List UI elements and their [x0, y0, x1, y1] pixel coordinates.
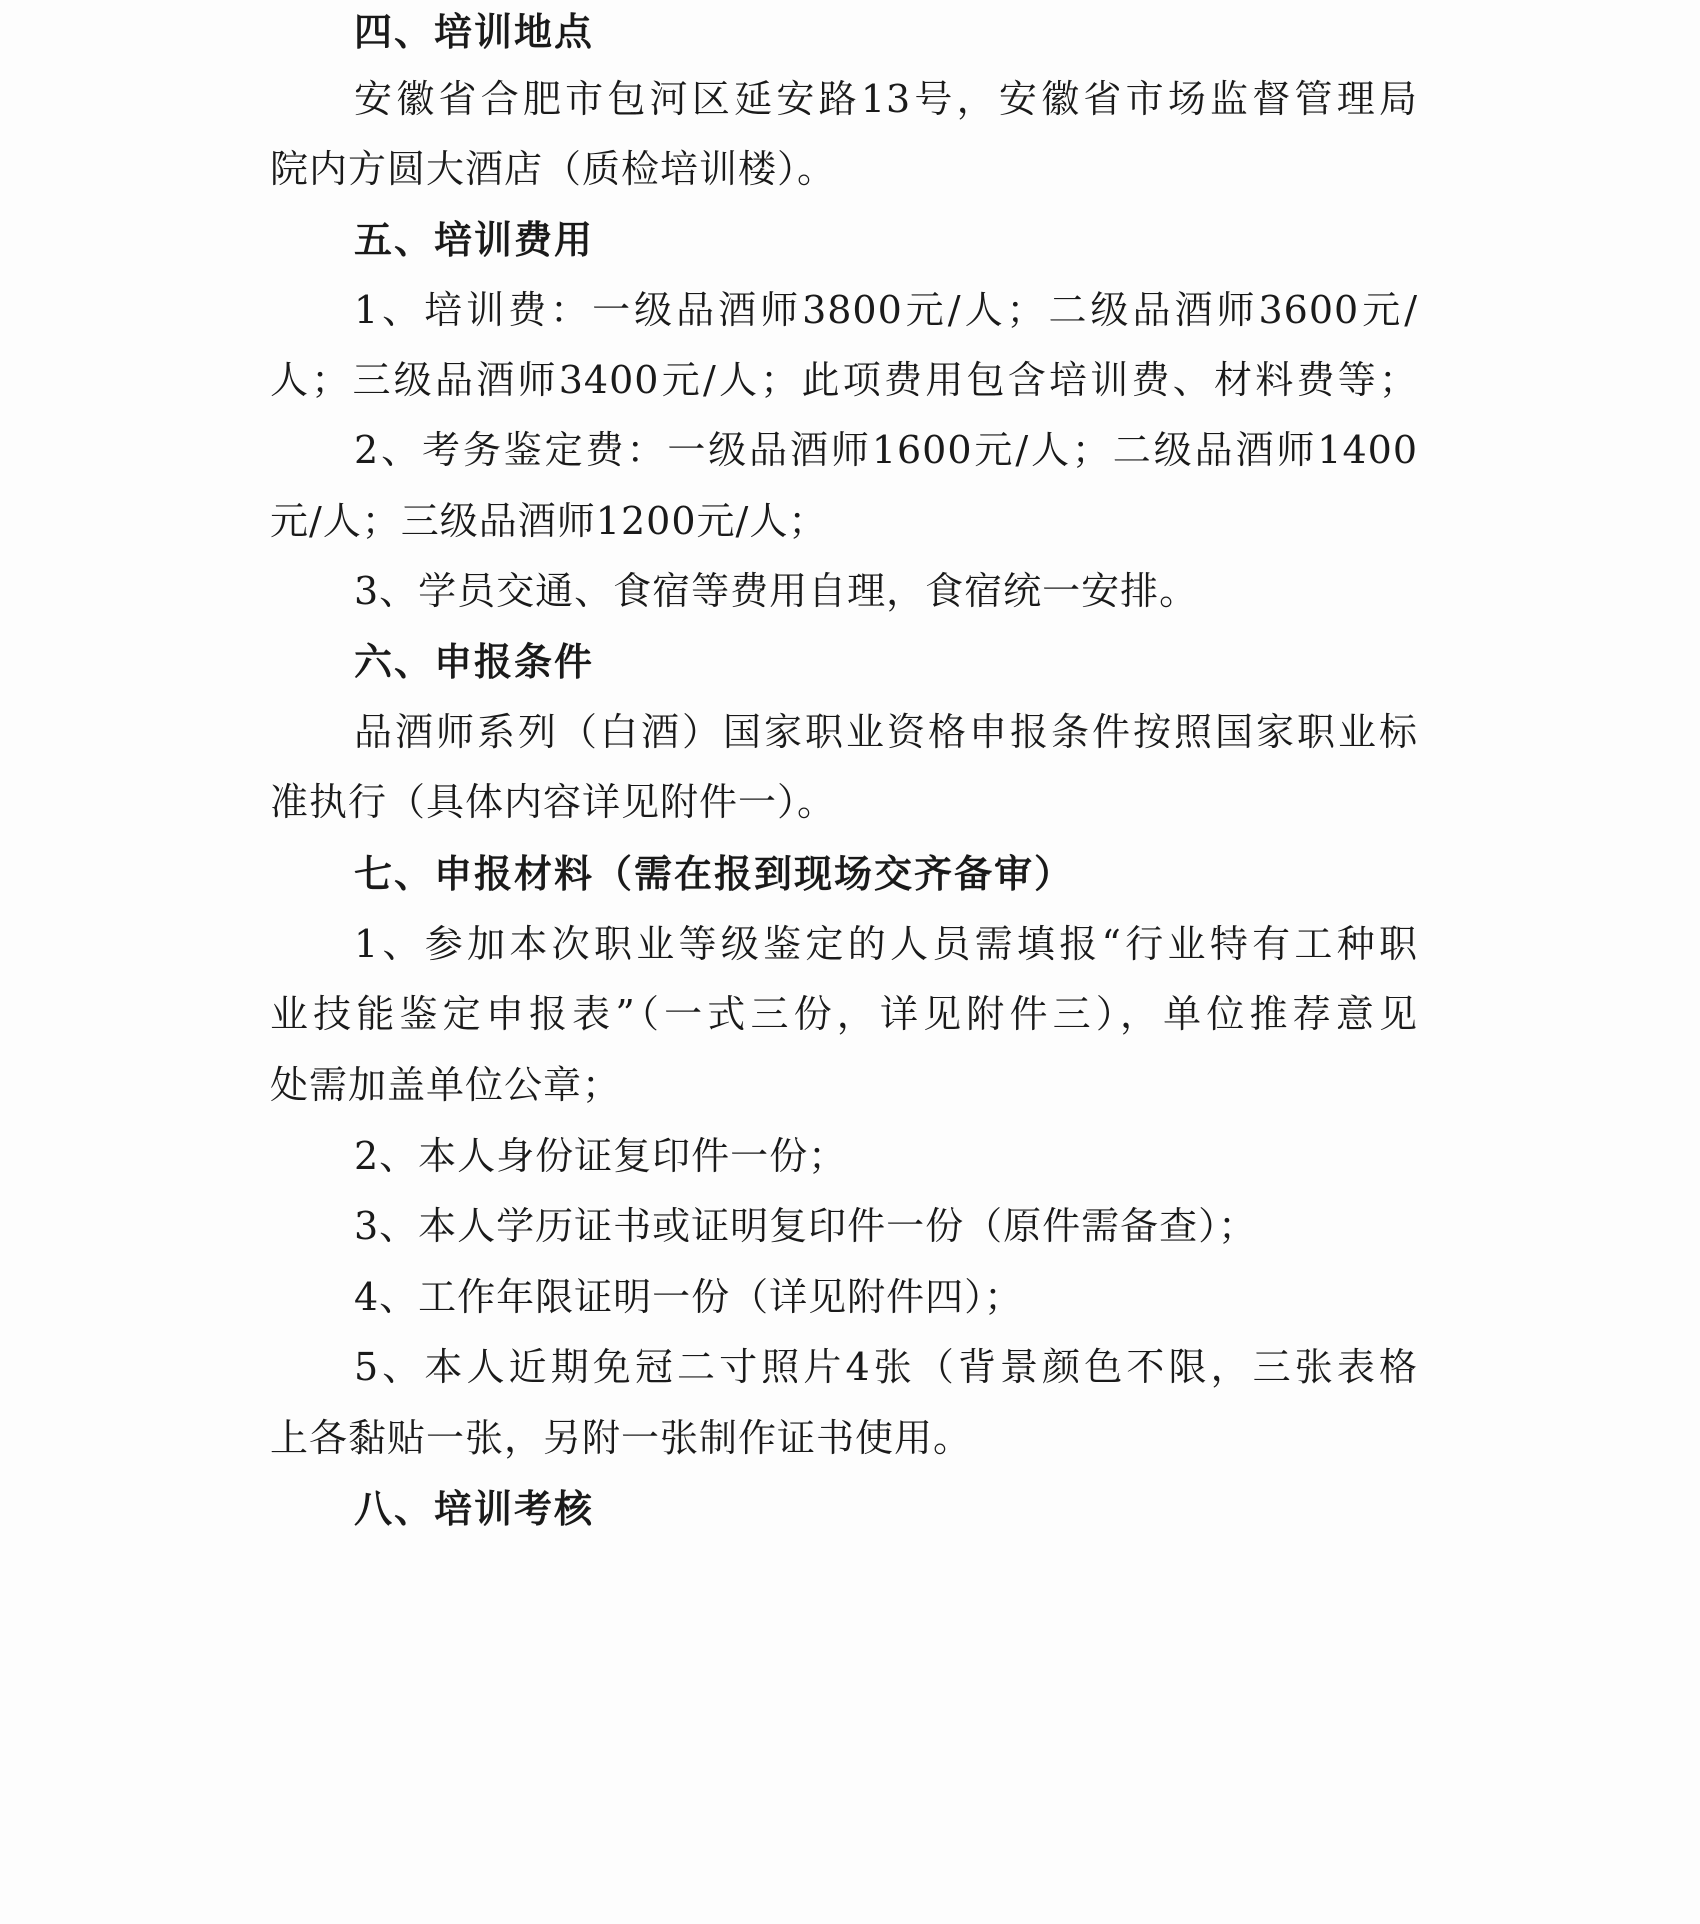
paragraph-line: 院内方圆大酒店（质检培训楼）。	[270, 147, 837, 191]
paragraph-line: 1、参加本次职业等级鉴定的人员需填报“行业特有工种职	[354, 922, 1418, 966]
paragraph-line: 2、考务鉴定费：一级品酒师1600元/人；二级品酒师1400	[354, 428, 1418, 472]
paragraph-line: 3、学员交通、食宿等费用自理，食宿统一安排。	[354, 569, 1199, 613]
paragraph-line: 1、培训费：一级品酒师3800元/人；二级品酒师3600元/	[354, 288, 1418, 332]
paragraph-line: 4、工作年限证明一份（详见附件四）；	[354, 1275, 1024, 1319]
section-heading-application-conditions: 六、申报条件	[354, 640, 595, 684]
section-heading-training-assessment: 八、培训考核	[354, 1487, 595, 1531]
paragraph-line: 处需加盖单位公章；	[270, 1063, 622, 1107]
paragraph-line: 安徽省合肥市包河区延安路13号，安徽省市场监督管理局	[354, 77, 1418, 121]
section-heading-training-location: 四、培训地点	[354, 10, 595, 54]
paragraph-line: 元/人；三级品酒师1200元/人；	[270, 499, 828, 543]
paragraph-line: 5、本人近期免冠二寸照片4张（背景颜色不限，三张表格	[354, 1345, 1418, 1389]
paragraph-line: 人；三级品酒师3400元/人；此项费用包含培训费、材料费等；	[270, 358, 1418, 402]
section-heading-training-fees: 五、培训费用	[354, 218, 595, 262]
paragraph-line: 3、本人学历证书或证明复印件一份（原件需备查）；	[354, 1204, 1258, 1248]
paragraph-line: 品酒师系列（白酒）国家职业资格申报条件按照国家职业标	[354, 710, 1418, 754]
paragraph-line: 业技能鉴定申报表”（一式三份，详见附件三），单位推荐意见	[270, 992, 1418, 1036]
paragraph-line: 准执行（具体内容详见附件一）。	[270, 780, 837, 824]
section-heading-application-materials: 七、申报材料（需在报到现场交齐备审）	[354, 852, 1075, 896]
paragraph-line: 上各黏贴一张，另附一张制作证书使用。	[270, 1416, 973, 1460]
paragraph-line: 2、本人身份证复印件一份；	[354, 1134, 848, 1178]
